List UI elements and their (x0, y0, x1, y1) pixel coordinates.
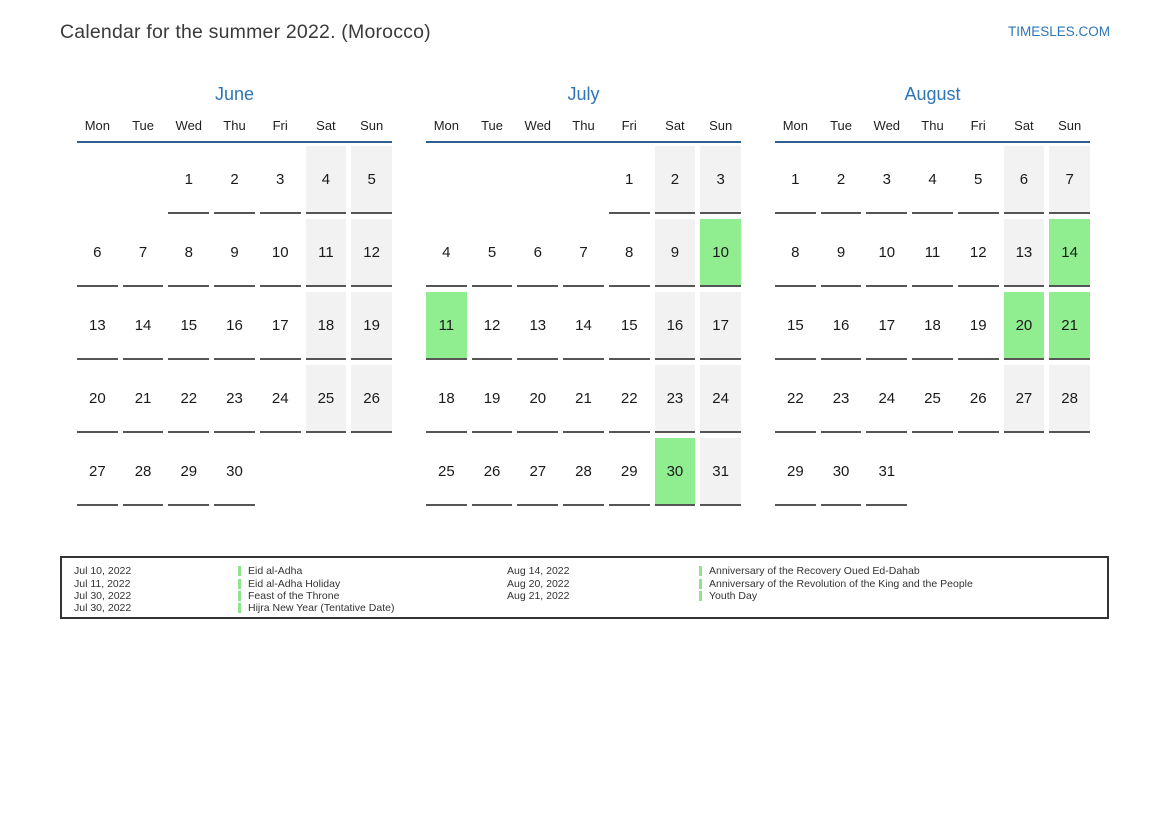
day-cell-june-21: 21 (123, 365, 164, 433)
day-cell-july-2: 2 (655, 146, 696, 214)
month-title: June (214, 84, 255, 104)
weekday-label: Sat (316, 118, 336, 133)
day-cell-july-21: 21 (563, 365, 604, 433)
day-cell-june-19: 19 (351, 292, 392, 360)
weekday-label: Sun (1058, 118, 1082, 133)
day-cell-july-10: 10 (700, 219, 741, 287)
weekday-label: Wed (524, 118, 552, 133)
month-june (77, 84, 392, 506)
day-cell-june-4: 4 (306, 146, 347, 214)
legend-entry (507, 577, 973, 589)
day-cell-august-23: 23 (821, 365, 862, 433)
weekday-label: Sun (709, 118, 733, 133)
holiday-name: Hijra New Year (Tentative Date) (248, 602, 395, 615)
day-cell-july-8: 8 (609, 219, 650, 287)
legend-entry (74, 590, 507, 602)
holiday-name: Eid al-Adha Holiday (248, 577, 341, 590)
day-cell-july-5: 5 (472, 219, 513, 287)
day-cell-july-25: 25 (426, 438, 467, 506)
day-cell-august-2: 2 (821, 146, 862, 214)
day-cell-july-27: 27 (517, 438, 558, 506)
page-title: Calendar for the summer 2022. (Morocco) (60, 21, 431, 43)
day-grid (426, 146, 741, 506)
weekday-label: Fri (970, 118, 986, 133)
holiday-marker-icon (238, 603, 241, 613)
day-cell-july-31: 31 (700, 438, 741, 506)
month-july (426, 84, 741, 506)
empty-cell (306, 438, 347, 506)
weekday-header (77, 118, 392, 143)
empty-cell (426, 146, 467, 214)
day-cell-august-3: 3 (866, 146, 907, 214)
day-cell-june-12: 12 (351, 219, 392, 287)
holiday-date: Jul 30, 2022 (74, 602, 132, 615)
day-cell-august-5: 5 (958, 146, 999, 214)
day-cell-june-3: 3 (260, 146, 301, 214)
legend-entry (74, 602, 507, 614)
day-cell-june-11: 11 (306, 219, 347, 287)
day-cell-june-2: 2 (214, 146, 255, 214)
day-cell-june-27: 27 (77, 438, 118, 506)
weekday-label: Thu (921, 118, 944, 133)
day-cell-july-19: 19 (472, 365, 513, 433)
day-cell-june-8: 8 (168, 219, 209, 287)
weekday-label: Sat (1014, 118, 1034, 133)
day-cell-august-24: 24 (866, 365, 907, 433)
day-cell-july-18: 18 (426, 365, 467, 433)
holiday-marker-icon (699, 579, 702, 589)
legend-entry (507, 590, 973, 602)
day-cell-june-14: 14 (123, 292, 164, 360)
weekday-label: Mon (433, 118, 459, 133)
weekday-label: Sun (360, 118, 384, 133)
weekday-label: Mon (84, 118, 110, 133)
day-cell-july-28: 28 (563, 438, 604, 506)
day-cell-june-26: 26 (351, 365, 392, 433)
day-cell-august-10: 10 (866, 219, 907, 287)
day-cell-june-29: 29 (168, 438, 209, 506)
holiday-name: Feast of the Throne (248, 589, 340, 602)
day-cell-august-31: 31 (866, 438, 907, 506)
day-cell-june-24: 24 (260, 365, 301, 433)
holiday-date: Jul 10, 2022 (74, 565, 132, 578)
day-cell-august-6: 6 (1004, 146, 1045, 214)
holiday-date: Jul 30, 2022 (74, 589, 132, 602)
holiday-marker-icon (699, 591, 702, 601)
site-link[interactable]: TIMESLES.COM (1007, 24, 1110, 39)
day-cell-june-23: 23 (214, 365, 255, 433)
day-cell-june-25: 25 (306, 365, 347, 433)
day-cell-june-6: 6 (77, 219, 118, 287)
day-cell-august-22: 22 (775, 365, 816, 433)
empty-cell (472, 146, 513, 214)
day-cell-july-17: 17 (700, 292, 741, 360)
day-cell-august-29: 29 (775, 438, 816, 506)
empty-cell (123, 146, 164, 214)
day-cell-august-26: 26 (958, 365, 999, 433)
day-cell-june-17: 17 (260, 292, 301, 360)
day-cell-august-15: 15 (775, 292, 816, 360)
day-cell-june-10: 10 (260, 219, 301, 287)
empty-cell (958, 438, 999, 506)
day-cell-august-7: 7 (1049, 146, 1090, 214)
day-cell-july-15: 15 (609, 292, 650, 360)
holiday-date: Jul 11, 2022 (74, 577, 131, 590)
holiday-marker-icon (238, 591, 241, 601)
day-cell-july-29: 29 (609, 438, 650, 506)
day-cell-august-4: 4 (912, 146, 953, 214)
day-cell-july-23: 23 (655, 365, 696, 433)
day-cell-august-18: 18 (912, 292, 953, 360)
day-cell-july-12: 12 (472, 292, 513, 360)
holiday-date: Aug 21, 2022 (507, 589, 570, 602)
day-cell-june-5: 5 (351, 146, 392, 214)
legend-column-left (74, 565, 507, 617)
day-cell-july-26: 26 (472, 438, 513, 506)
holiday-date: Aug 20, 2022 (507, 577, 570, 590)
weekday-header (775, 118, 1090, 143)
day-cell-august-27: 27 (1004, 365, 1045, 433)
day-cell-august-16: 16 (821, 292, 862, 360)
holiday-marker-icon (238, 579, 241, 589)
day-grid (775, 146, 1090, 506)
holiday-legend (60, 556, 1109, 619)
legend-entry (74, 565, 507, 577)
empty-cell (1049, 438, 1090, 506)
day-cell-june-7: 7 (123, 219, 164, 287)
day-cell-july-30: 30 (655, 438, 696, 506)
weekday-label: Wed (175, 118, 203, 133)
day-cell-august-21: 21 (1049, 292, 1090, 360)
month-august (775, 84, 1090, 506)
day-cell-july-22: 22 (609, 365, 650, 433)
month-title: July (567, 84, 600, 104)
empty-cell (912, 438, 953, 506)
day-cell-july-1: 1 (609, 146, 650, 214)
day-cell-june-28: 28 (123, 438, 164, 506)
weekday-header (426, 118, 741, 143)
day-cell-june-22: 22 (168, 365, 209, 433)
day-cell-june-20: 20 (77, 365, 118, 433)
day-cell-august-30: 30 (821, 438, 862, 506)
day-cell-august-20: 20 (1004, 292, 1045, 360)
months-row (77, 84, 1090, 506)
day-cell-august-28: 28 (1049, 365, 1090, 433)
day-cell-august-12: 12 (958, 219, 999, 287)
day-cell-july-3: 3 (700, 146, 741, 214)
day-cell-july-13: 13 (517, 292, 558, 360)
day-cell-june-16: 16 (214, 292, 255, 360)
day-cell-july-4: 4 (426, 219, 467, 287)
day-cell-august-19: 19 (958, 292, 999, 360)
empty-cell (77, 146, 118, 214)
day-cell-june-15: 15 (168, 292, 209, 360)
day-cell-august-17: 17 (866, 292, 907, 360)
day-cell-june-13: 13 (77, 292, 118, 360)
holiday-name: Eid al-Adha (248, 565, 303, 578)
weekday-label: Thu (572, 118, 595, 133)
day-cell-july-11: 11 (426, 292, 467, 360)
month-title: August (904, 84, 961, 104)
weekday-label: Thu (223, 118, 246, 133)
day-cell-august-14: 14 (1049, 219, 1090, 287)
day-cell-august-25: 25 (912, 365, 953, 433)
empty-cell (351, 438, 392, 506)
holiday-marker-icon (699, 566, 702, 576)
empty-cell (517, 146, 558, 214)
weekday-label: Tue (132, 118, 155, 133)
day-cell-august-1: 1 (775, 146, 816, 214)
holiday-name: Youth Day (709, 589, 758, 602)
weekday-label: Tue (830, 118, 853, 133)
empty-cell (260, 438, 301, 506)
day-cell-august-11: 11 (912, 219, 953, 287)
day-cell-july-24: 24 (700, 365, 741, 433)
weekday-label: Fri (621, 118, 637, 133)
day-cell-august-8: 8 (775, 219, 816, 287)
legend-column-right (507, 565, 973, 617)
day-cell-june-9: 9 (214, 219, 255, 287)
day-cell-august-9: 9 (821, 219, 862, 287)
day-cell-july-9: 9 (655, 219, 696, 287)
day-grid (77, 146, 392, 506)
weekday-label: Sat (665, 118, 685, 133)
day-cell-june-30: 30 (214, 438, 255, 506)
empty-cell (563, 146, 604, 214)
weekday-label: Wed (873, 118, 901, 133)
holiday-marker-icon (238, 566, 241, 576)
day-cell-june-1: 1 (168, 146, 209, 214)
day-cell-july-6: 6 (517, 219, 558, 287)
holiday-name: Anniversary of the Recovery Oued Ed-Dahab (709, 565, 920, 578)
legend-entry (74, 577, 507, 589)
day-cell-june-18: 18 (306, 292, 347, 360)
weekday-label: Tue (481, 118, 504, 133)
day-cell-august-13: 13 (1004, 219, 1045, 287)
weekday-label: Fri (272, 118, 288, 133)
holiday-date: Aug 14, 2022 (507, 565, 570, 578)
legend-entry (507, 565, 973, 577)
weekday-label: Mon (782, 118, 808, 133)
holiday-name: Anniversary of the Revolution of the King and the People (709, 577, 973, 590)
empty-cell (1004, 438, 1045, 506)
day-cell-july-20: 20 (517, 365, 558, 433)
day-cell-july-14: 14 (563, 292, 604, 360)
day-cell-july-16: 16 (655, 292, 696, 360)
day-cell-july-7: 7 (563, 219, 604, 287)
